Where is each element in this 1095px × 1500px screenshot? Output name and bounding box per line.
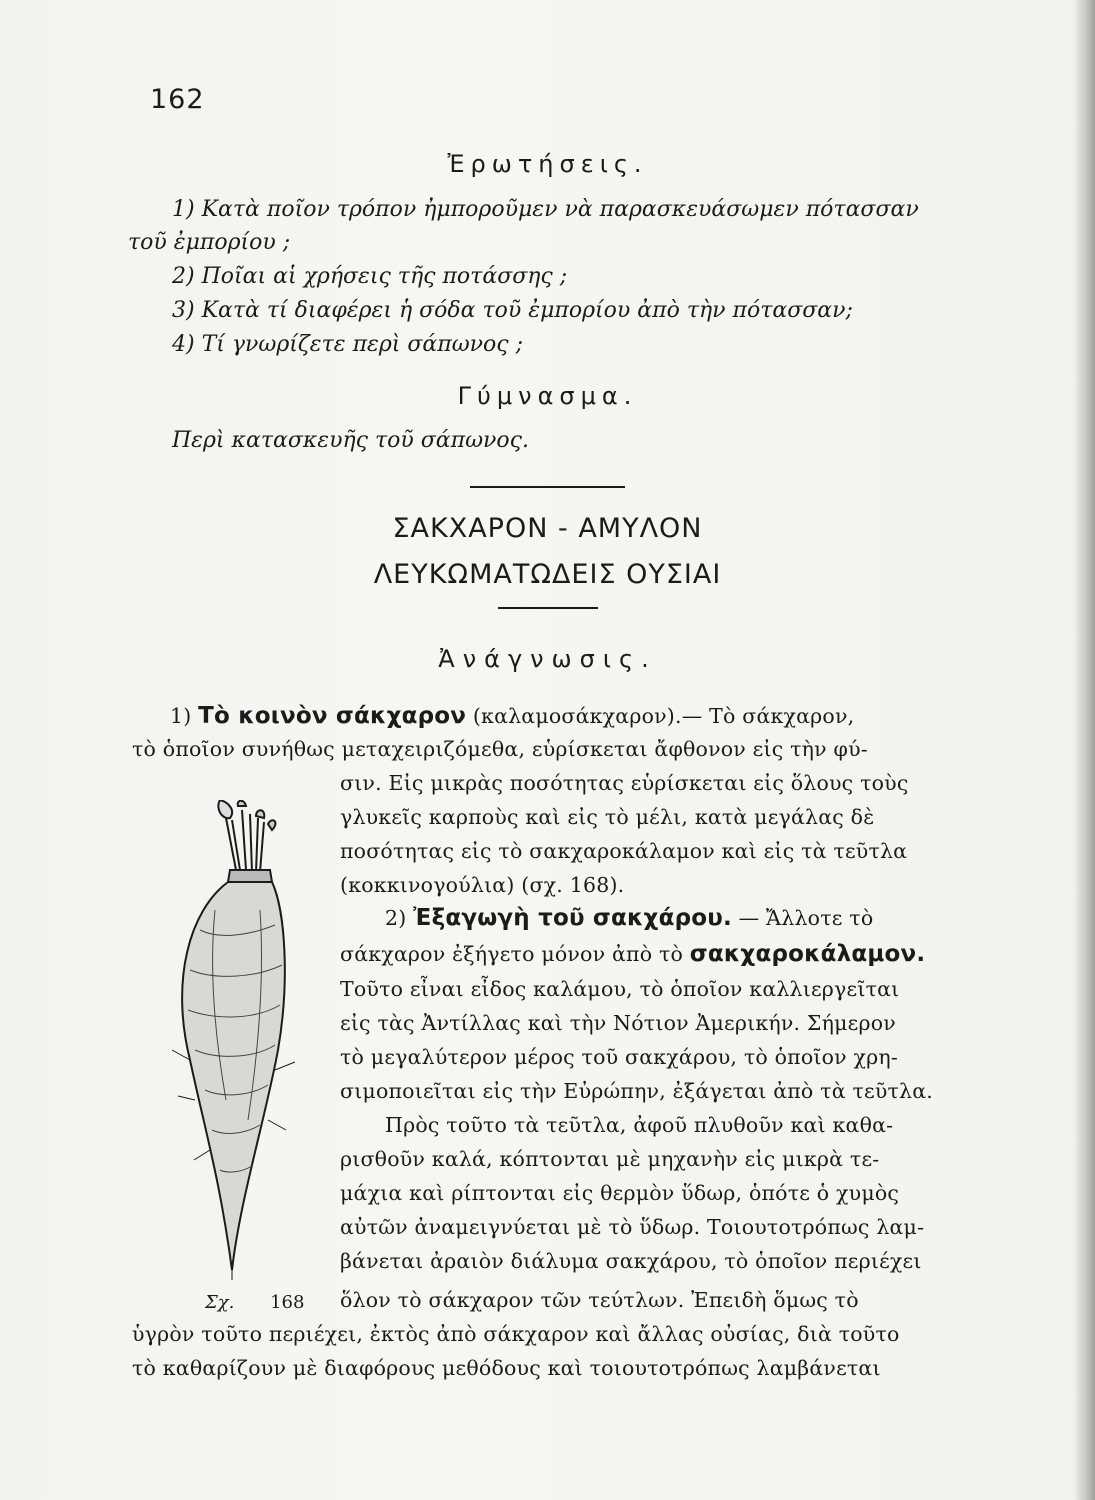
text: σάκχαρον ἐξήγετο μόνον ἀπὸ τὸ — [340, 942, 684, 966]
exercise-text: Περὶ κατασκευῆς τοῦ σάπωνος. — [172, 428, 529, 453]
section2-heading: Ἐξαγωγὴ τοῦ σακχάρου. — [413, 905, 732, 931]
section2-line14: τὸ καθαρίζουν μὲ διαφόρους μεθόδους καὶ τοιουτοτρόπως λαμβάνεται — [132, 1356, 881, 1380]
title-underline — [498, 607, 598, 609]
section1-line1-rest: (καλαμοσάκχαρον).— Τὸ σάκχαρον, — [472, 704, 855, 728]
section1-line6: (κοκκινογούλια) (σχ. 168). — [340, 873, 625, 897]
section2-line1 — [385, 905, 873, 931]
section1-line2 — [132, 737, 1018, 761]
section2-line7: Πρὸς τοῦτο τὰ τεῦτλα, ἀφοῦ πλυθοῦν καὶ καθα- — [385, 1113, 894, 1137]
figure-caption — [205, 1292, 304, 1313]
section1-line3: σιν. Εἰς μικρὰς ποσότητας εὑρίσκεται εἰς ὅλους τοὺς — [340, 771, 909, 795]
section-divider — [470, 486, 625, 488]
section2-number: 2) — [385, 906, 407, 930]
question-3: 3) Κατὰ τί διαφέρει ἡ σόδα τοῦ ἐμπορίου ἀπὸ τὴν πότασσαν; — [172, 298, 853, 323]
chapter-title-line1: ΣΑΚΧΑΡΟΝ - ΑΜΥΛΟΝ — [392, 513, 703, 544]
section2-line12: ὅλον τὸ σάκχαρον τῶν τεύτλων. Ἐπειδὴ ὅμως τὸ — [340, 1288, 859, 1312]
caption-label: Σχ. — [205, 1292, 235, 1313]
beet-leaves-icon — [218, 800, 275, 882]
section2-line4: εἰς τὰς Ἀντίλλας καὶ τὴν Νότιον Ἀμερικήν. Σήμερον — [340, 1011, 896, 1035]
question-1: 1) Κατὰ ποῖον τρόπον ἠμποροῦμεν νὰ παρασκευάσωμεν πότασσαν — [172, 197, 919, 222]
section2-line11: βάνεται ἀραιὸν διάλυμα σακχάρου, τὸ ὁποῖον περιέχει — [340, 1249, 922, 1273]
chapter-title-line2: ΛΕΥΚΩΜΑΤΩΔΕΙΣ ΟΥΣΙΑΙ — [373, 559, 722, 590]
section2-line5: τὸ μεγαλύτερον μέρος τοῦ σακχάρου, τὸ ὁποῖον χρη- — [340, 1045, 899, 1069]
section1-heading: Τὸ κοινὸν σάκχαρον — [198, 703, 467, 729]
section2-line10: αὐτῶν ἀναμειγνύεται μὲ τὸ ὕδωρ. Τοιουτοτρόπως λαμ- — [340, 1215, 925, 1239]
section2-line2 — [340, 941, 925, 967]
section2-line6: σιμοποιεῖται εἰς τὴν Εὐρώπην, ἐξάγεται ἀπὸ τὰ τεῦτλα. — [340, 1079, 933, 1103]
question-2: 2) Ποῖαι αἱ χρήσεις τῆς ποτάσσης ; — [172, 264, 568, 289]
page-number: 162 — [150, 84, 205, 115]
section2-line3: Τοῦτο εἶναι εἶδος καλάμου, τὸ ὁποῖον καλλιεργεῖται — [340, 977, 900, 1001]
page-binding-shadow — [1073, 0, 1095, 1500]
question-1-cont: τοῦ ἐμπορίου ; — [128, 230, 291, 255]
exercise-heading: Γύμνασμα. — [457, 382, 638, 410]
section2-line8: ρισθοῦν καλά, κόπτονται μὲ μηχανὴν εἰς μικρὰ τε- — [340, 1147, 880, 1171]
question-4: 4) Τί γνωρίζετε περὶ σάπωνος ; — [172, 332, 524, 357]
sugar-beet-illustration — [160, 800, 320, 1280]
section1-line1 — [170, 703, 1018, 729]
section1-line4: γλυκεῖς καρποὺς καὶ εἰς τὸ μέλι, κατὰ μεγάλας δὲ — [340, 805, 875, 829]
caption-number: 168 — [270, 1292, 305, 1313]
questions-heading: Ἐρωτήσεις. — [447, 150, 648, 178]
section2-line13: ὑγρὸν τοῦτο περιέχει, ἐκτὸς ἀπὸ σάκχαρον καὶ ἄλλας οὐσίας, διὰ τοῦτο — [132, 1322, 900, 1346]
section1-line5: ποσότητας εἰς τὸ σακχαροκάλαμον καὶ εἰς τὰ τεῦτλα — [340, 839, 908, 863]
beet-root-icon — [172, 882, 295, 1280]
reading-heading: Ἀνάγνωσις. — [438, 645, 657, 673]
text: τὸ ὁποῖον συνήθως μεταχειριζόμεθα, εὑρίσκεται ἄφθονον εἰς τὴν φύ- — [132, 737, 868, 761]
section2-line1-rest: — Ἄλλοτε τὸ — [738, 906, 874, 930]
section1-number: 1) — [170, 704, 192, 728]
sugarcane-term: σακχαροκάλαμον. — [689, 941, 926, 967]
section2-line9: μάχια καὶ ρίπτονται εἰς θερμὸν ὕδωρ, ὁπότε ὁ χυμὸς — [340, 1181, 900, 1205]
